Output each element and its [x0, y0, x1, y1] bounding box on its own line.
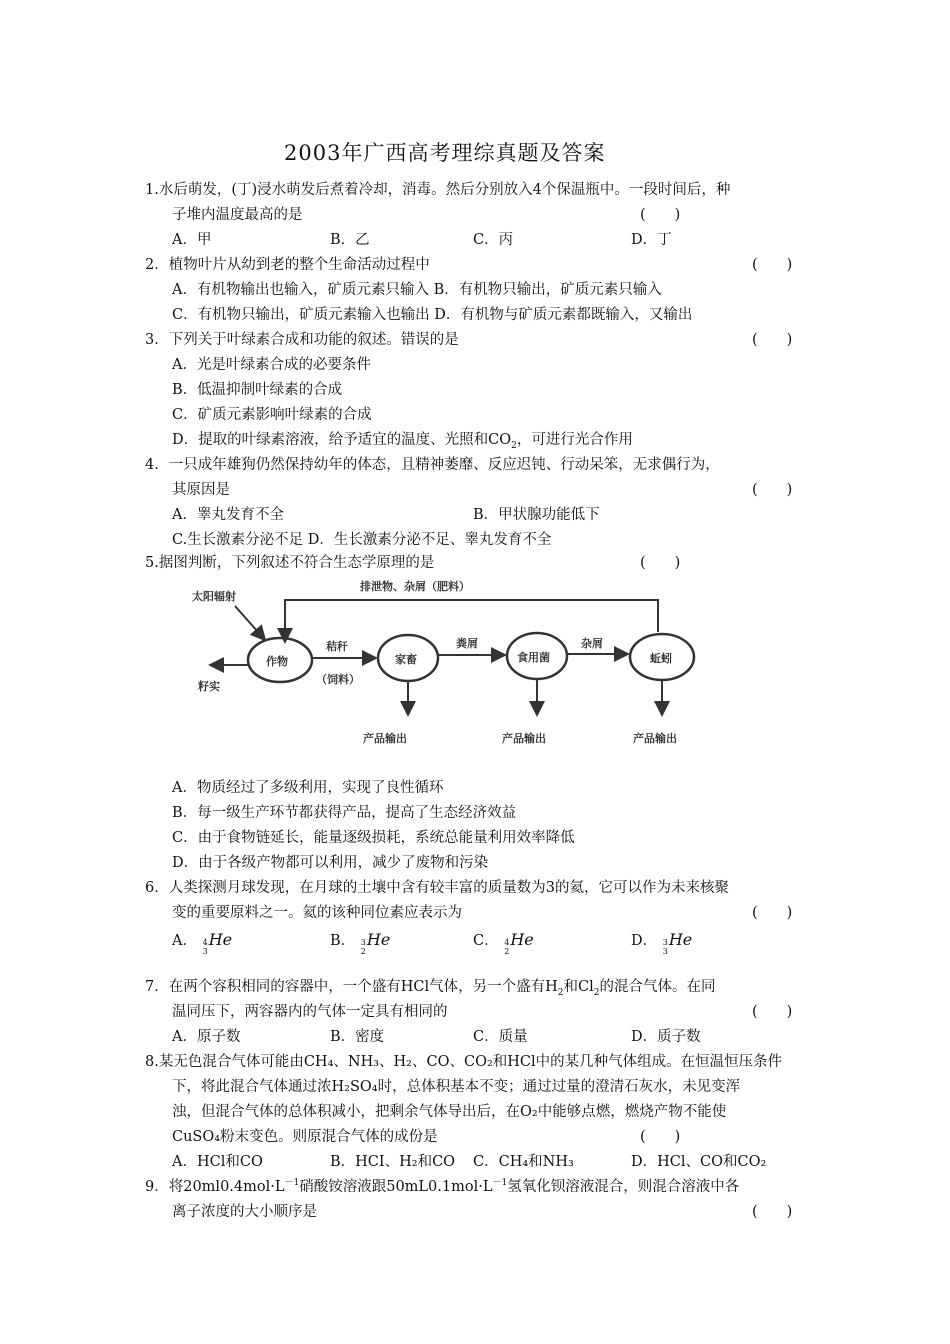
q9-answer-blank: ( ): [752, 1204, 793, 1220]
label-sun-radiation: 太阳辐射: [192, 590, 236, 603]
q5-option-a: A．物质经过了多级利用，实现了良性循环: [172, 780, 444, 796]
q5-stem: 5.据图判断，下列叙述不符合生态学原理的是: [145, 555, 435, 571]
q8-answer-blank: ( ): [640, 1129, 681, 1145]
q2-options-row1: A．有机物输出也输入，矿质元素只输入 B．有机物只输出，矿质元素只输入: [172, 282, 662, 298]
label-output-1: 产品输出: [363, 732, 407, 745]
q8-option-d: D．HCl、CO和CO₂: [631, 1154, 767, 1170]
q4-stem-line2: 其原因是: [172, 482, 230, 498]
q8-option-a: A．HCl和CO: [172, 1154, 263, 1170]
ecosystem-flow-diagram: [180, 570, 740, 755]
q4-option-b: B．甲状腺功能低下: [473, 507, 600, 523]
label-straw: 秸秆: [326, 640, 348, 653]
q3-option-c: C．矿质元素影响叶绿素的合成: [172, 407, 372, 423]
q5-option-c: C．由于食物链延长，能量逐级损耗，系统总能量利用效率降低: [172, 830, 575, 846]
q7-option-c: C．质量: [473, 1029, 528, 1045]
q5-answer-blank: ( ): [640, 555, 681, 571]
q7-stem-line1: 7．在两个容积相同的容器中，一个盛有HCl气体，另一个盛有$H_2$和$Cl_2$的混合气体。在同: [145, 979, 716, 998]
q1-option-c: C．丙: [473, 232, 514, 248]
label-grain: 籽实: [198, 680, 220, 693]
q7-stem-line2: 温同压下，两容器内的气体一定具有相同的: [172, 1004, 448, 1020]
label-feed: （饲料）: [316, 673, 360, 686]
helium-symbol: He: [668, 930, 693, 949]
q8-stem-line2: 下，将此混合气体通过浓H₂SO₄时，总体积基本不变；通过过量的澄清石灰水，未见变浑: [172, 1079, 741, 1095]
q5-option-d: D．由于各级产物都可以利用，减少了废物和污染: [172, 855, 489, 871]
q8-stem-line1: 8.某无色混合气体可能由CH₄、NH₃、H₂、CO、CO₂和HCl中的某几种气体组成。在恒温恒压条件: [145, 1054, 783, 1070]
label-fertilizer: 排泄物、杂屑（肥料）: [360, 580, 470, 593]
q9-stem-line1: 9．将$20ml0.4mol\cdot L^{-1}$硝酸铵溶液跟$50mL0.1mol\cdot L^{-1}$氢氧化钡溶液混合，则混合溶液中各: [145, 1178, 740, 1195]
q2-options-row2: C．有机物只输出，矿质元素输入也输出 D．有机物与矿质元素都既输入，又输出: [172, 307, 693, 323]
helium-symbol: He: [510, 930, 534, 949]
q3-option-d: D．提取的叶绿素溶液，给予适宜的温度、光照和$CO_2$，可进行光合作用: [172, 432, 633, 451]
q6-option-c: C． 4 2He: [473, 930, 534, 956]
q4-option-a: A．睾丸发育不全: [172, 507, 284, 523]
q6-option-a: A． 4 3He: [172, 930, 233, 956]
q6-answer-blank: ( ): [752, 905, 793, 921]
helium-symbol: He: [208, 930, 233, 949]
q1-stem-line2: 子堆内温度最高的是: [172, 207, 303, 223]
label-earthworm: 蚯蚓: [650, 652, 672, 665]
q8-stem-line3: 浊，但混合气体的总体积减小，把剩余气体导出后，在O₂中能够点燃，燃烧产物不能使: [172, 1104, 727, 1120]
q2-answer-blank: ( ): [752, 257, 793, 273]
q9-stem-line2: 离子浓度的大小顺序是: [172, 1204, 317, 1220]
q1-answer-blank: ( ): [640, 207, 681, 223]
q3-option-a: A．光是叶绿素合成的必要条件: [172, 357, 371, 373]
q6-stem-line2: 变的重要原料之一。氦的该种同位素应表示为: [172, 905, 462, 921]
q8-option-b: B．HCI、H₂和CO: [330, 1154, 456, 1170]
q6-stem-line1: 6．人类探测月球发现，在月球的土壤中含有较丰富的质量数为3的氦，它可以作为未来核聚: [145, 880, 729, 896]
q7-answer-blank: ( ): [752, 1004, 793, 1020]
fertilizer-loop-arrow: [285, 600, 658, 642]
label-livestock: 家畜: [395, 653, 417, 666]
q7-option-a: A．原子数: [172, 1029, 241, 1045]
q1-option-d: D．丁: [631, 232, 672, 248]
q5-option-b: B．每一级生产环节都获得产品，提高了生态经济效益: [172, 805, 517, 821]
q8-stem-line4: CuSO₄粉末变色。则原混合气体的成份是: [172, 1129, 438, 1145]
q6-option-b: B． 3 2He: [330, 930, 391, 956]
q4-answer-blank: ( ): [752, 482, 793, 498]
page-title: 2003年广西高考理综真题及答案: [284, 141, 606, 165]
q7-option-b: B．密度: [330, 1029, 385, 1045]
q7-option-d: D．质子数: [631, 1029, 701, 1045]
label-output-2: 产品输出: [502, 732, 546, 745]
q3-stem: 3．下列关于叶绿素合成和功能的叙述。错误的是: [145, 332, 459, 348]
q3-answer-blank: ( ): [752, 332, 793, 348]
helium-symbol: He: [366, 930, 391, 949]
q3-option-b: B．低温抑制叶绿素的合成: [172, 382, 343, 398]
q6-option-d: D． 3 3He: [631, 930, 693, 956]
sun-arrow: [235, 606, 265, 640]
label-crop: 作物: [266, 655, 288, 668]
q1-stem-line1: 1.水后萌发，(丁)浸水萌发后煮着冷却，消毒。然后分别放入4个保温瓶中。一段时间后，种: [145, 182, 731, 198]
q4-options-row2: C.生长激素分泌不足 D．生长激素分泌不足、睾丸发育不全: [172, 532, 552, 548]
label-output-3: 产品输出: [633, 732, 677, 745]
label-fungus: 食用菌: [517, 651, 550, 664]
q1-option-b: B．乙: [330, 232, 370, 248]
label-bedding: 粪屑: [456, 637, 478, 650]
q4-stem-line1: 4．一只成年雄狗仍然保持幼年的体态，且精神萎靡、反应迟钝、行动呆笨，无求偶行为，: [145, 457, 720, 473]
q2-stem: 2．植物叶片从幼到老的整个生命活动过程中: [145, 257, 430, 273]
q8-option-c: C．CH₄和NH₃: [473, 1154, 574, 1170]
q1-option-a: A．甲: [172, 232, 212, 248]
label-residue: 杂屑: [581, 637, 603, 650]
